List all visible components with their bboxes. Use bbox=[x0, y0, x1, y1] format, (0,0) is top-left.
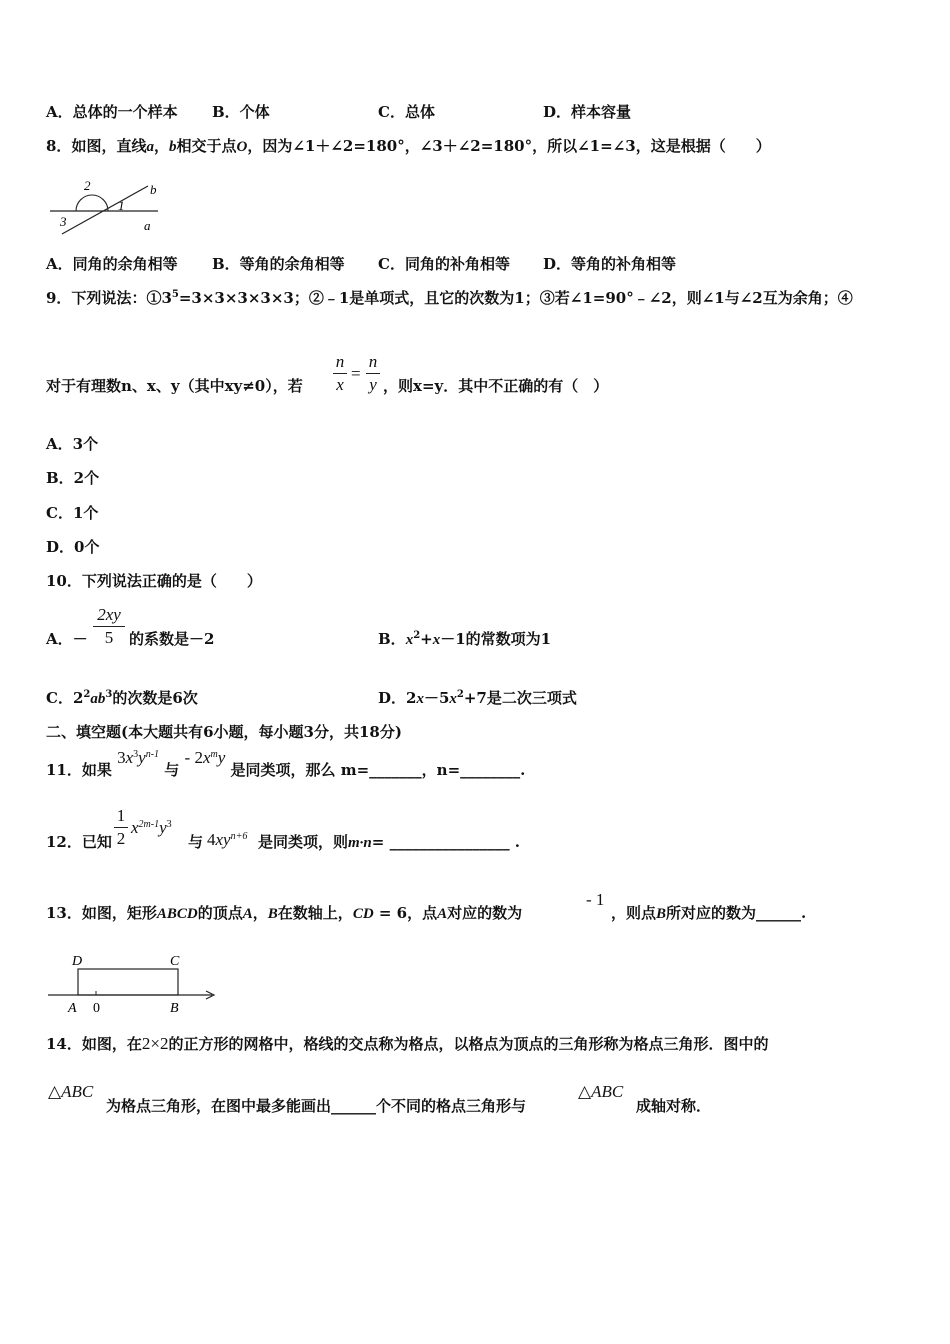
q7-option-c: C．总体 bbox=[378, 103, 435, 121]
line-b bbox=[62, 186, 148, 234]
q10-option-c: C．$2^2ab^3$的次数是6次 bbox=[46, 689, 198, 707]
q10-a-fraction: 2xy 5 bbox=[93, 605, 125, 648]
q8-option-b: B．等角的余角相等 bbox=[212, 255, 345, 273]
q9-stem-line2-post: ，则x=y．其中不正确的有（ ） bbox=[383, 377, 609, 395]
q8-option-c: C．同角的补角相等 bbox=[378, 255, 510, 273]
q9-option-a: A．3个 bbox=[46, 435, 99, 453]
q10-option-d: D．$2x-5x^2+7$是二次三项式 bbox=[378, 689, 577, 707]
q12-expression-1: $x^{2m-1}y^3$ bbox=[131, 818, 172, 837]
label-zero: 0 bbox=[93, 1001, 100, 1016]
q10-a-text: 的系数是－2 bbox=[129, 630, 215, 648]
label-d: D bbox=[72, 954, 83, 969]
q13-neg-one: - 1 bbox=[586, 890, 605, 909]
q14-stem-line2-end: 成轴对称． bbox=[636, 1097, 712, 1115]
label-b: b bbox=[150, 182, 157, 197]
label-a: a bbox=[144, 218, 151, 233]
q14-triangle-abc-2: △ABC bbox=[578, 1082, 624, 1101]
q12-yu: 与 bbox=[188, 833, 204, 851]
q9-fraction-n-over-y: n y bbox=[366, 352, 380, 395]
label-a: A bbox=[68, 1001, 77, 1016]
q7-option-a: A．总体的一个样本 bbox=[46, 103, 178, 121]
q10-option-b: B．$x^2+x-1$的常数项为1 bbox=[378, 630, 552, 648]
q12-stem-num: 12．已知 bbox=[46, 833, 112, 851]
q9-option-d: D．0个 bbox=[46, 538, 100, 556]
q7-option-b: B．个体 bbox=[212, 103, 270, 121]
q8-option-a: A．同角的余角相等 bbox=[46, 255, 178, 273]
q8-stem: 8．如图，直线a，b相交于点O，因为∠1＋∠2=180°，∠3＋∠2=180°，所以∠1=∠3，这是根据（ ） bbox=[46, 137, 771, 155]
q9-option-b: B．2个 bbox=[46, 469, 100, 487]
label-b: B bbox=[170, 1001, 179, 1016]
angle-arc bbox=[76, 195, 108, 211]
label-1: 1 bbox=[118, 198, 125, 213]
q14-triangle-abc-1: △ABC bbox=[48, 1082, 94, 1101]
q8-intersecting-lines-figure bbox=[46, 176, 176, 238]
q13-rectangle-number-line-figure bbox=[46, 950, 222, 1018]
q11-expression-2: - $2x^my$ bbox=[184, 748, 226, 767]
label-2: 2 bbox=[84, 178, 91, 193]
q11-expression-1: $3x^3y^{n-1}$ bbox=[117, 748, 160, 767]
label-3: 3 bbox=[60, 214, 67, 229]
q12-fraction-half: 1 2 bbox=[114, 806, 128, 849]
q14-stem-line2: 为格点三角形，在图中最多能画出______个不同的格点三角形与 bbox=[106, 1097, 527, 1115]
q9-stem-line2-pre: 对于有理数n、x、y（其中xy≠0），若 bbox=[46, 377, 303, 395]
q12-expression-2: $4xy^{n+6}$ bbox=[207, 830, 248, 849]
q10-option-a: A．－ bbox=[46, 630, 88, 648]
q9-option-c: C．1个 bbox=[46, 504, 99, 522]
q14-stem-line1: 14．如图，在2×2的正方形的网格中，格线的交点称为格点，以格点为顶点的三角形称为格点三角形．图中的 bbox=[46, 1034, 769, 1053]
q8-option-d: D．等角的补角相等 bbox=[543, 255, 677, 273]
q9-stem-line1: 9．下列说法：$①3^5=3\times 3\times 3\times 3\times 3$；②﹣1是单项式，且它的次数为1；③若∠1=90°﹣∠2，则∠1与∠2互为余角；④ bbox=[46, 289, 853, 307]
label-c: C bbox=[170, 954, 180, 969]
q13-stem-end: ，则点B所对应的数为______. bbox=[611, 904, 807, 922]
q10-stem: 10．下列说法正确的是（ ） bbox=[46, 572, 262, 590]
q12-stem-post: 是同类项，则m·n= ________________ . bbox=[258, 833, 521, 851]
q9-equals: = bbox=[351, 364, 361, 383]
q7-option-d: D．样本容量 bbox=[543, 103, 632, 121]
rectangle-abcd bbox=[78, 969, 178, 995]
section-fill-in-blank-title: 二、填空题(本大题共有6小题，每小题3分，共18分) bbox=[46, 723, 402, 741]
q11-stem: 11．如果 $3x^3y^{n-1}$ 与 - $2x^my$ 是同类项，那么 m=_______，n=________. bbox=[46, 748, 526, 779]
q9-fraction-n-over-x: n x bbox=[333, 352, 347, 395]
q13-stem: 13．如图，矩形ABCD的顶点A，B在数轴上，CD = 6，点A对应的数为 bbox=[46, 904, 523, 922]
